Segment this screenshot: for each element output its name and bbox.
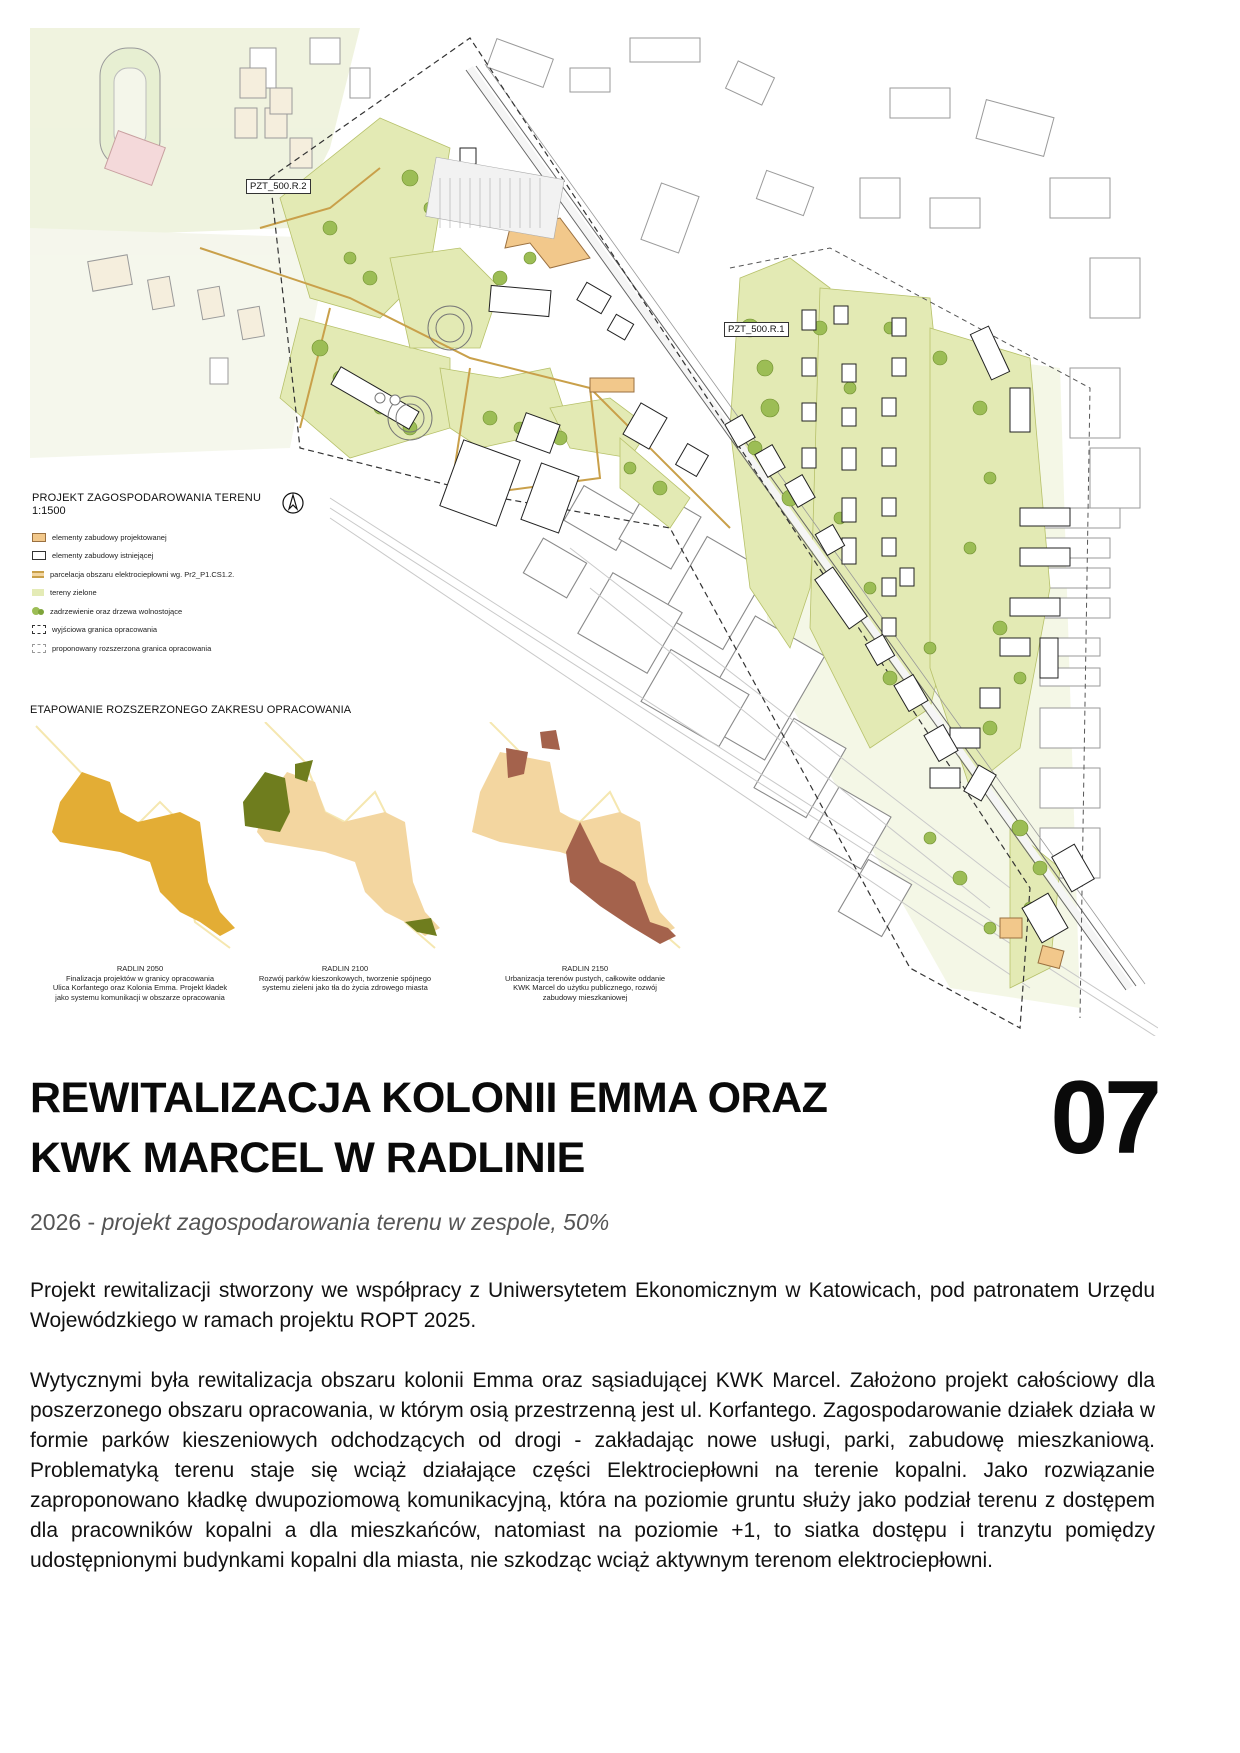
project-number: 07 [1050, 1060, 1158, 1176]
legend-item-existing [32, 547, 362, 566]
legend-item-trees [32, 602, 362, 621]
legend-swatch-existing [32, 551, 46, 560]
phase-caption-2100 [235, 964, 455, 993]
phase-map-2050 [30, 722, 250, 952]
subtitle-year: 2026 - [30, 1209, 102, 1235]
page-title [30, 1068, 910, 1188]
body-paragraph-2: Wytycznymi była rewitalizacja obszaru kolonii Emma oraz sąsiadującej KWK Marcel. Założono projekt całościowy dla poszerzonego obszaru opracowania, w którym osią przestrzenną jest ul. Korfantego. Zagospodarowanie działek działa w formie parków kieszeniowych odchodzących od drogi - zakładając nowe usługi, parki, zabudowę mieszkaniową. Problematyką terenu staje się wciąż działające części Elektrociepłowni na terenie kopalni. Jako rozwiązanie zaproponowano kładkę dwupoziomową komunikacyjną, która na poziomie gruntu służy jako podział terenu z dostępem dla pracowników kopalni a dla mieszkańców, natomiast na poziomie +1, to siatka dostępu i tranzytu pomiędzy udostępnionymi budynkami kopalni dla miasta, nie szkodząc wciąż aktywnym terenom elektrociepłowni. [30, 1369, 1155, 1572]
legend-item-parcelation [32, 565, 362, 584]
legend-title: PROJEKT ZAGOSPODAROWANIA TERENU [32, 492, 262, 504]
subtitle-description: projekt zagospodarowania terenu w zespole, 50% [101, 1209, 610, 1235]
plan-legend [32, 492, 362, 658]
sports-field [100, 48, 165, 185]
phase-desc-line: KWK Marcel do użytku publicznego, rozwój [513, 983, 657, 992]
legend-swatch-boundary-extended [32, 644, 46, 653]
phase-desc-line: Rozwój parków kieszonkowych, tworzenie spójnego [258, 973, 432, 983]
legend-item-green [32, 584, 362, 603]
legend-scale: 1:1500 [32, 505, 66, 517]
phase-desc-line: Ulica Korfantego oraz Kolonia Emma. Projekt kładek [52, 983, 228, 992]
legend-swatch-projected [32, 533, 46, 542]
phase-desc-line: jako systemu komunikacji w obszarze opracowania [55, 992, 225, 1002]
title-line-1: REWITALIZACJA KOLONII EMMA ORAZ [30, 1074, 828, 1122]
phase-name: RADLIN 2150 [561, 964, 609, 973]
legend-item-projected [32, 528, 362, 547]
title-line-2: KWK MARCEL W RADLINIE [30, 1134, 585, 1182]
legend-item-label: tereny zielone [50, 588, 97, 598]
phase-name: RADLIN 2100 [321, 964, 369, 973]
body-paragraph-1: Projekt rewitalizacji stworzony we współpracy z Uniwersytetem Ekonomicznym w Katowicach, pod patronatem Urzędu Wojewódzkiego w ramach projektu ROPT 2025. [30, 1279, 1155, 1332]
legend-item-label: elementy zabudowy istniejącej [52, 551, 154, 561]
legend-item-label: elementy zabudowy projektowanej [52, 532, 167, 542]
plan-label-pzt-r1: PZT_500.R.1 [724, 322, 789, 337]
phase-caption-2050 [30, 964, 250, 1002]
phase-desc-line: Finalizacja projektów w granicy opracowania [66, 973, 214, 983]
phase-desc-line: zabudowy mieszkaniowej [542, 992, 628, 1002]
legend-item-label: zadrzewienie oraz drzewa wolnostojące [50, 606, 183, 616]
legend-swatch-boundary [32, 625, 46, 634]
phases-title: ETAPOWANIE ROZSZERZONEGO ZAKRESU OPRACOWANIA [30, 704, 352, 716]
plan-label-pzt-r2: PZT_500.R.2 [246, 179, 311, 194]
subtitle [30, 1208, 609, 1236]
phase-caption-2150 [475, 964, 695, 1002]
phase-map-2100 [235, 722, 455, 952]
tree-icon [32, 606, 44, 616]
phase-name: RADLIN 2050 [116, 964, 164, 973]
legend-swatch-parcelation [32, 571, 44, 578]
legend-swatch-green [32, 589, 44, 596]
legend-item-boundary-extended [32, 639, 362, 658]
legend-item-label: wyjściowa granica opracowania [52, 625, 158, 635]
north-arrow-icon [282, 492, 304, 514]
legend-item-boundary-original [32, 621, 362, 640]
phase-desc-line: systemu zieleni jako tła do życia zdrowego miasta [262, 983, 428, 992]
phase-map-2150 [470, 722, 700, 952]
legend-item-label: parcelacja obszaru elektrociepłowni wg. Pr2_P1.CS1.2. [50, 569, 235, 579]
phase-desc-line: Urbanizacja terenów pustych, całkowite oddanie [504, 973, 666, 983]
legend-item-label: proponowany rozszerzona granica opracowania [52, 643, 212, 653]
